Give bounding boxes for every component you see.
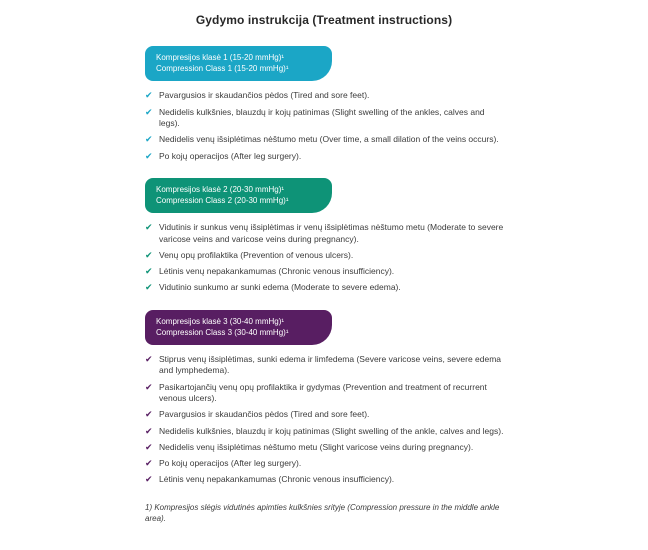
indication-text: Nedidelis venų išsiplėtimas nėštumo metu (Over time, a small dilation of the veins occurs). [159,134,499,145]
class-header-line1: Kompresijos klasė 2 (20-30 mmHg)¹ [156,184,285,194]
indication-text: Vidutinio sunkumo ar sunki edema (Moderate to severe edema). [159,282,401,293]
indication-text: Pavargusios ir skaudančios pėdos (Tired and sore feet). [159,409,370,420]
checkmark-icon: ✔ [145,425,153,436]
indication-item [145,222,507,245]
indication-text: Nedidelis kulkšnies, blauzdų ir kojų patinimas (Slight swelling of the ankle, calves and legs). [159,425,504,436]
checkmark-icon: ✔ [145,249,153,260]
indication-item [145,134,507,145]
indication-item [145,426,507,437]
class-header-line2: Compression Class 1 (15-20 mmHg)¹ [156,64,289,74]
indication-text: Venų opų profilaktika (Prevention of venous ulcers). [159,249,354,260]
indication-text: Vidutinis ir sunkus venų išsiplėtimas ir venų išsiplėtimas nėštumo metu (Moderate to severe varicose veins and varicose veins during pregnancy). [159,222,504,244]
checkmark-icon: ✔ [145,222,153,233]
indication-item [145,151,507,162]
class-header-line1: Kompresijos klasė 3 (30-40 mmHg)¹ [156,316,285,326]
indication-text: Pavargusios ir skaudančios pėdos (Tired and sore feet). [159,90,370,101]
indication-item [145,458,507,469]
indication-item [145,282,507,293]
indication-item [145,382,507,405]
checkmark-icon: ✔ [145,409,153,420]
compression-class-section [145,46,507,162]
class-header-badge [145,310,332,345]
checkmark-icon: ✔ [145,134,153,145]
indication-text: Lėtinis venų nepakankamumas (Chronic venous insufficiency). [159,474,395,485]
class-header-line1: Kompresijos klasė 1 (15-20 mmHg)¹ [156,53,285,62]
indication-text: Lėtinis venų nepakankamumas (Chronic venous insufficiency). [159,266,395,277]
class-header-line2: Compression Class 3 (30-40 mmHg)¹ [156,327,289,337]
class-header-badge [145,46,332,81]
checkmark-icon: ✔ [145,381,153,392]
page-title: Gydymo instrukcija (Treatment instructions) [195,13,453,27]
compression-class-section [145,310,507,486]
indication-item [145,354,507,377]
indication-item [145,266,507,277]
indication-text: Po kojų operacijos (After leg surgery). [159,150,302,161]
checkmark-icon: ✔ [145,90,153,101]
indication-item [145,90,507,101]
class-header-line2: Compression Class 2 (20-30 mmHg)¹ [156,196,289,206]
indication-item [145,442,507,453]
checkmark-icon: ✔ [145,106,153,117]
indication-text: Stiprus venų išsiplėtimas, sunki edema ir limfedema (Severe varicose veins, severe edema and lymphedema). [159,354,502,376]
checkmark-icon: ✔ [145,441,153,452]
indication-list [145,222,507,293]
checkmark-icon: ✔ [145,354,153,365]
indication-list [145,354,507,486]
footnote: 1) Kompresijos slėgis vidutinės apimties kulkšnies srityje (Compression pressure in the middle ankle area). [145,502,500,523]
indication-item [145,107,507,130]
sections-container [145,46,507,486]
checkmark-icon: ✔ [145,266,153,277]
class-header-badge [145,178,332,213]
indication-item [145,250,507,261]
checkmark-icon: ✔ [145,474,153,485]
compression-class-section [145,178,507,294]
indication-item [145,474,507,485]
indication-text: Po kojų operacijos (After leg surgery). [159,458,302,469]
indication-list [145,90,507,161]
checkmark-icon: ✔ [145,150,153,161]
indication-text: Nedidelis kulkšnies, blauzdų ir kojų patinimas (Slight swelling of the ankles, calves and legs). [159,106,485,128]
indication-item [145,409,507,420]
checkmark-icon: ✔ [145,458,153,469]
indication-text: Nedidelis venų išsiplėtimas nėštumo metu (Slight varicose veins during pregnancy). [159,441,474,452]
indication-text: Pasikartojančių venų opų profilaktika ir gydymas (Prevention and treatment of recurrent venous ulcers). [159,381,487,403]
checkmark-icon: ✔ [145,282,153,293]
